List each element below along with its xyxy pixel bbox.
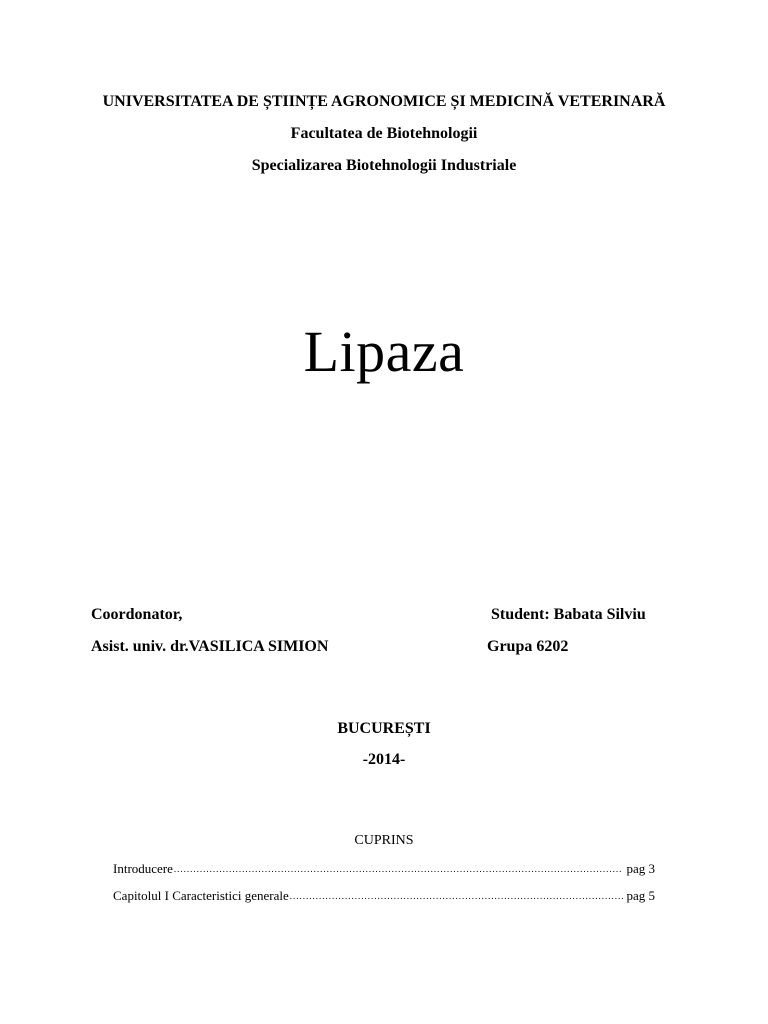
- faculty-name: Facultatea de Biotehnologii: [290, 125, 478, 142]
- student-name: Student: Babata Silviu: [491, 606, 646, 623]
- student-group: Grupa 6202: [487, 638, 569, 655]
- city: BUCUREȘTI: [337, 720, 431, 737]
- toc-leader-dots: [174, 860, 624, 876]
- university-name: UNIVERSITATEA DE ȘTIINȚE AGRONOMICE ȘI MEDICINĂ VETERINARĂ: [102, 93, 666, 110]
- document-title: Lipaza: [303, 319, 465, 384]
- toc-leader-dots: [290, 887, 624, 903]
- toc-entry: [113, 861, 655, 877]
- specialization-name: Specializarea Biotehnologii Industriale: [251, 157, 517, 174]
- year: -2014-: [362, 751, 406, 768]
- toc-entry-page: pag 5: [626, 888, 655, 903]
- coordinator-name: Asist. univ. dr.VASILICA SIMION: [91, 638, 329, 655]
- toc-entry-page: pag 3: [626, 861, 655, 876]
- coordinator-label: Coordonator,: [91, 606, 183, 623]
- toc-entry: [113, 888, 655, 904]
- toc-entry-text: Introducere: [113, 861, 173, 876]
- toc-title: CUPRINS: [354, 833, 414, 848]
- toc-entry-text: Capitolul I Caracteristici generale: [113, 888, 289, 903]
